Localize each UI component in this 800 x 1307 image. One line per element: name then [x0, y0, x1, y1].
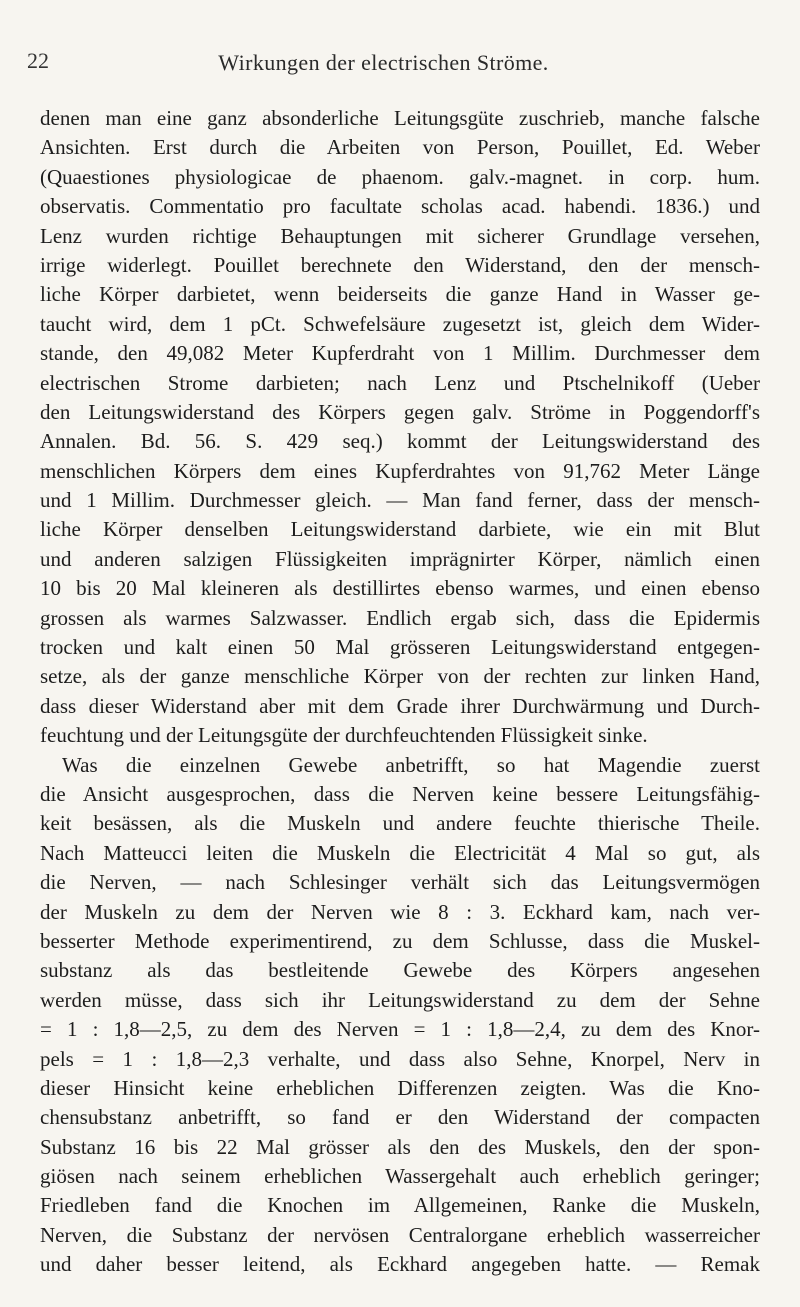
paragraph-start-line: Was die einzelnen Gewebe anbetrifft, so hat Magendie zuerst: [62, 752, 760, 777]
text-line: und daher besser leitend, als Eckhard angegeben hatte. — Remak: [40, 1252, 760, 1277]
text-line: substanz als das bestleitende Gewebe des Körpers angesehen: [40, 958, 760, 983]
text-line: setze, als der ganze menschliche Körper von der rechten zur linken Hand,: [40, 664, 760, 689]
text-line: liche Körper darbietet, wenn beiderseits die ganze Hand in Wasser ge-: [40, 282, 760, 307]
text-line: Lenz wurden richtige Behauptungen mit sicherer Grundlage versehen,: [40, 223, 760, 248]
text-line: irrige widerlegt. Pouillet berechnete den Widerstand, den der mensch-: [40, 252, 760, 277]
text-line: chensubstanz anbetrifft, so fand er den Widerstand der compacten: [40, 1105, 760, 1130]
text-line: taucht wird, dem 1 pCt. Schwefelsäure zugesetzt ist, gleich dem Wider-: [40, 311, 760, 336]
text-line: die Nerven, — nach Schlesinger verhält sich das Leitungsvermögen: [40, 870, 760, 895]
text-line: keit besässen, als die Muskeln und andere feuchte thierische Theile.: [40, 811, 760, 836]
page-number: 22: [27, 48, 49, 73]
text-line: den Leitungswiderstand des Körpers gegen galv. Ströme in Poggendorff's: [40, 399, 760, 424]
text-line: liche Körper denselben Leitungswiderstand darbiete, wie ein mit Blut: [40, 517, 760, 542]
text-line: = 1 : 1,8—2,5, zu dem des Nerven = 1 : 1,8—2,4, zu dem des Knor-: [40, 1017, 760, 1042]
text-line: stande, den 49,082 Meter Kupferdraht von 1 Millim. Durchmesser dem: [40, 341, 760, 366]
text-line: menschlichen Körpers dem eines Kupferdrahtes von 91,762 Meter Länge: [40, 458, 760, 483]
text-line: Friedleben fand die Knochen im Allgemeinen, Ranke die Muskeln,: [40, 1193, 760, 1218]
text-line: besserter Methode experimentirend, zu dem Schlusse, dass die Muskel-: [40, 928, 760, 953]
text-line: und 1 Millim. Durchmesser gleich. — Man fand ferner, dass der mensch-: [40, 488, 760, 513]
text-line: electrischen Strome darbieten; nach Lenz und Ptschelnikoff (Ueber: [40, 370, 760, 395]
page-header: [27, 48, 740, 78]
text-line: und anderen salzigen Flüssigkeiten imprägnirter Körper, nämlich einen: [40, 546, 760, 571]
text-line: feuchtung und der Leitungsgüte der durchfeuchtenden Flüssigkeit sinke.: [40, 723, 648, 748]
text-line: Nerven, die Substanz der nervösen Centralorgane erheblich wasserreicher: [40, 1222, 760, 1247]
text-line: denen man eine ganz absonderliche Leitungsgüte zuschrieb, manche falsche: [40, 106, 760, 130]
text-line: 10 bis 20 Mal kleineren als destillirtes ebenso warmes, und einen ebenso: [40, 576, 760, 601]
text-line: pels = 1 : 1,8—2,3 verhalte, und dass also Sehne, Knorpel, Nerv in: [40, 1046, 760, 1071]
text-line: der Muskeln zu dem der Nerven wie 8 : 3. Eckhard kam, nach ver-: [40, 899, 760, 924]
body-text: [40, 104, 760, 1280]
text-line: observatis. Commentatio pro facultate scholas acad. habendi. 1836.) und: [40, 194, 760, 219]
text-line: die Ansicht ausgesprochen, dass die Nerven keine bessere Leitungsfähig-: [40, 781, 760, 806]
text-line: dass dieser Widerstand aber mit dem Grade ihrer Durchwärmung und Durch-: [40, 693, 760, 718]
text-line: dieser Hinsicht keine erheblichen Differenzen zeigten. Was die Kno-: [40, 1075, 760, 1100]
text-line: giösen nach seinem erheblichen Wassergehalt auch erheblich geringer;: [40, 1164, 760, 1189]
text-line: (Quaestiones physiologicae de phaenom. galv.-magnet. in corp. hum.: [40, 164, 760, 189]
text-line: trocken und kalt einen 50 Mal grösseren Leitungswiderstand entgegen-: [40, 635, 760, 660]
text-line: Ansichten. Erst durch die Arbeiten von Person, Pouillet, Ed. Weber: [40, 135, 760, 160]
text-line: Substanz 16 bis 22 Mal grösser als den des Muskels, den der spon-: [40, 1134, 760, 1159]
text-line: grossen als warmes Salzwasser. Endlich ergab sich, dass die Epidermis: [40, 605, 760, 630]
text-line: Nach Matteucci leiten die Muskeln die Electricität 4 Mal so gut, als: [40, 840, 760, 865]
text-line: Annalen. Bd. 56. S. 429 seq.) kommt der Leitungswiderstand des: [40, 429, 760, 454]
text-line: werden müsse, dass sich ihr Leitungswiderstand zu dem der Sehne: [40, 987, 760, 1012]
running-title: Wirkungen der electrischen Ströme.: [218, 50, 549, 75]
